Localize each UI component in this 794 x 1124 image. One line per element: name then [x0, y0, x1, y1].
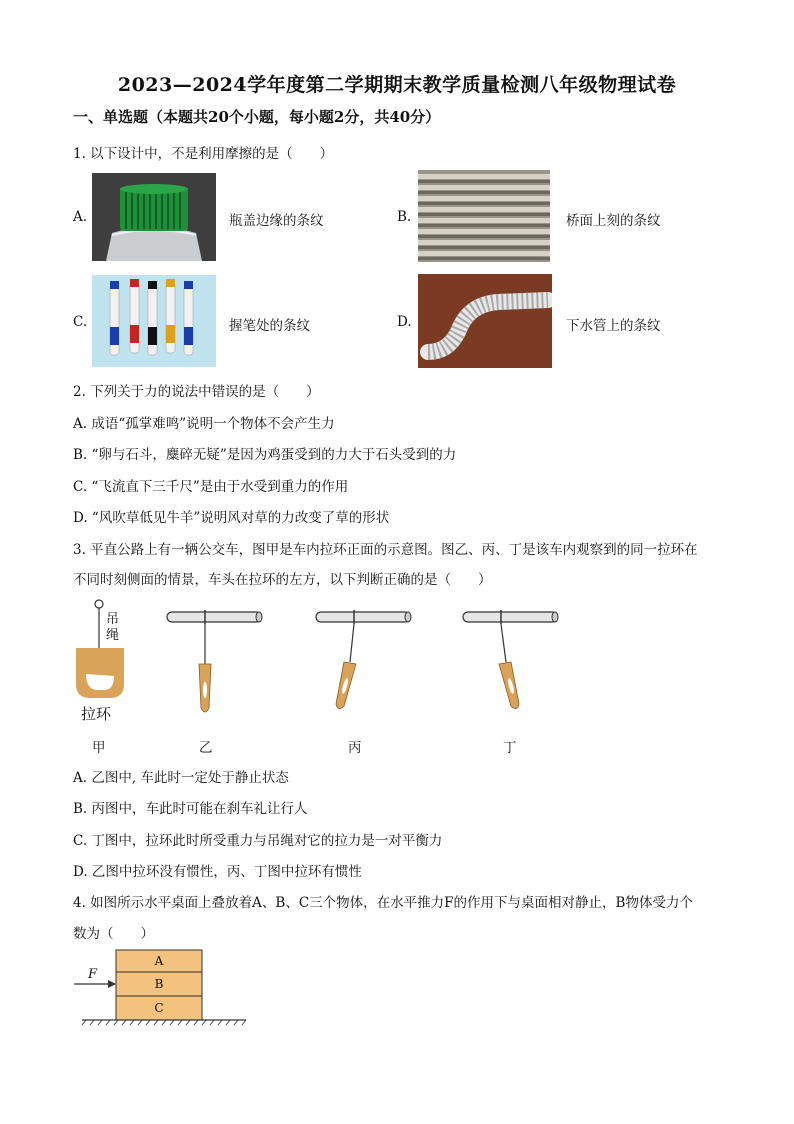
q1-option-a-label: A.: [73, 209, 88, 225]
q3-option-d: D. 乙图中拉环没有惯性，丙、丁图中拉环有惯性: [73, 864, 362, 880]
pens-photo: [92, 275, 216, 367]
pull-ring-side-figure-bing: [314, 608, 414, 718]
block-c-label: C: [154, 1001, 164, 1015]
panel-label-ding: 丁: [503, 740, 517, 756]
drain-pipe-photo: [418, 274, 552, 368]
q2-option-b: B. “卵与石斗，麋碎无疑”是因为鸡蛋受到的力大于石头受到的力: [73, 447, 457, 463]
pull-ring-side-figure-yi: [165, 608, 265, 718]
bridge-surface-photo: [418, 170, 550, 262]
q2-option-a: A. 成语“孤掌难鸣”说明一个物体不会产生力: [73, 416, 335, 432]
q1-option-b-caption: 桥面上刻的条纹: [566, 213, 661, 229]
q3-option-a: A. 乙图中, 车此时一定处于静止状态: [73, 770, 289, 786]
panel-label-jia: 甲: [92, 740, 106, 756]
question-2-stem: 2. 下列关于力的说法中错误的是（ ）: [73, 384, 320, 400]
panel-label-bing: 丙: [348, 740, 362, 756]
block-b-label: B: [154, 977, 164, 991]
question-4-stem-line1: 4. 如图所示水平桌面上叠放着A、B、C三个物体，在水平推力F的作用下与桌面相对静止，B物体受力个: [73, 895, 693, 911]
question-1-stem: 1. 以下设计中，不是利用摩擦的是（ ）: [73, 146, 334, 162]
force-label: F: [88, 967, 98, 982]
rope-label-2: 绳: [106, 628, 120, 643]
rope-label-1: 吊: [106, 612, 120, 627]
q1-option-b-label: B.: [397, 209, 412, 225]
pull-ring-side-figure-ding: [461, 608, 561, 718]
question-4-stem-line2: 数为（ ）: [73, 926, 154, 942]
exam-title: 2023—2024学年度第二学期期末教学质量检测八年级物理试卷: [117, 74, 677, 96]
q2-option-c: C. “飞流直下三千尺”是由于水受到重力的作用: [73, 479, 349, 495]
block-a-label: A: [154, 954, 164, 968]
bottle-cap-photo: [92, 173, 216, 261]
q1-option-d-caption: 下水管上的条纹: [566, 318, 661, 334]
question-3-stem-line1: 3. 平直公路上有一辆公交车，图甲是车内拉环正面的示意图。图乙、丙、丁是该车内观察到的同一拉环在: [73, 542, 698, 558]
question-3-stem-line2: 不同时刻侧面的情景，车头在拉环的左方，以下判断正确的是（ ）: [73, 572, 492, 588]
ring-label: 拉环: [81, 705, 112, 723]
q1-option-a-caption: 瓶盖边缘的条纹: [229, 213, 324, 229]
q2-option-d: D. “风吹草低见牛羊”说明风对草的力改变了草的形状: [73, 510, 390, 526]
section-heading: 一、单选题（本题共20个小题，每小题2分，共40分）: [73, 108, 441, 126]
q1-option-d-label: D.: [397, 314, 412, 330]
panel-label-yi: 乙: [199, 740, 213, 756]
q3-option-c: C. 丁图中，拉环此时所受重力与吊绳对它的拉力是一对平衡力: [73, 833, 443, 849]
q3-option-b: B. 丙图中，车此时可能在刹车礼让行人: [73, 801, 308, 817]
q1-option-c-caption: 握笔处的条纹: [229, 318, 310, 334]
q1-option-c-label: C.: [73, 314, 88, 330]
